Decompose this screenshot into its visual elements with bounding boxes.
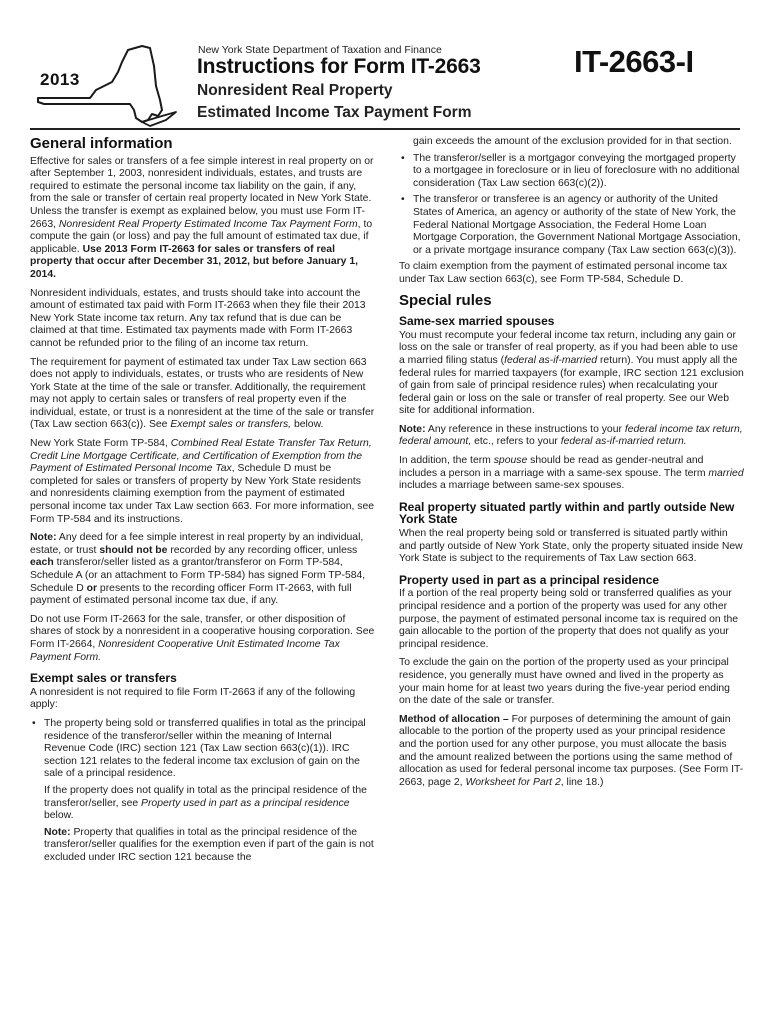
general-information-heading: General information bbox=[30, 135, 173, 152]
list-item bbox=[30, 718, 375, 781]
general-paragraph-2: Nonresident individuals, estates, and trusts should take into account the amount of estimated tax paid with Form IT-2663 when they file their 2013 New York State income tax return. Any tax refund that is due can be claimed at that time. Estimated tax payments made with Form IT-2663 cannot be refunded prior to the filing of an income tax return. bbox=[30, 287, 366, 349]
list-item-continuation: gain exceeds the amount of the exclusion provided for in that section. bbox=[413, 136, 732, 147]
exempt-sales-heading: Exempt sales or transfers bbox=[30, 671, 177, 686]
text: , line 18.) bbox=[560, 776, 604, 788]
bullet-icon: • bbox=[401, 194, 405, 206]
note-label: Note: bbox=[399, 423, 426, 435]
text: Any deed for a fee simple interest in real property by an individual, estate, or trust bbox=[30, 532, 364, 556]
bold-text: each bbox=[30, 557, 54, 569]
list-item bbox=[399, 153, 744, 191]
list-item-subparagraph bbox=[30, 785, 375, 823]
text: The requirement for payment of estimated tax under Tax Law section 663 does not apply to individuals, estates, or trusts who are residents of New York State at the time of the sale or transfer. Additionally, the requirement may not apply to certain sales or transfers of real property even if the individual, estate, or trust is a nonresident at the time of the sale or transfer (Tax Law section 663(c)). See bbox=[30, 356, 375, 431]
bullet-icon: • bbox=[32, 717, 36, 729]
department-name: New York State Department of Taxation and Finance bbox=[198, 44, 442, 56]
text: New York State Form TP-584, bbox=[30, 438, 168, 450]
same-sex-paragraph-1 bbox=[399, 330, 744, 418]
list-item-note bbox=[30, 827, 375, 865]
same-sex-spouses-heading: Same-sex married spouses bbox=[399, 314, 555, 329]
text: below. bbox=[44, 810, 74, 822]
text: includes a marriage between same-sex spouses. bbox=[399, 480, 625, 492]
section-ref: Exempt sales or transfers, bbox=[170, 419, 292, 431]
italic-term: spouse bbox=[493, 455, 528, 467]
general-paragraph-3 bbox=[30, 357, 375, 433]
principal-residence-heading: Property used in part as a principal residence bbox=[399, 572, 660, 587]
text: Property that qualifies in total as the principal residence of the transferor/seller qualifies for the exemption even if part of the gain is not excluded under IRC section 121 because the bbox=[44, 826, 374, 863]
exempt-intro: A nonresident is not required to file Form IT-2663 if any of the following apply: bbox=[30, 686, 356, 711]
italic-term: federal as-if-married return. bbox=[560, 436, 687, 448]
text: should be read as gender-neutral and includes a person in a marriage with a same-sex spouse. The term bbox=[399, 455, 706, 479]
text: below. bbox=[293, 419, 324, 431]
form-title-ref: Nonresident Cooperative Unit Estimated Income Tax Payment Form. bbox=[30, 638, 340, 663]
text: Any reference in these instructions to your bbox=[427, 423, 622, 435]
tax-year: 2013 bbox=[40, 70, 80, 89]
header-divider bbox=[30, 128, 740, 130]
note-label: Note: bbox=[30, 532, 57, 544]
text: return). You must apply all the federal rules for married taxpayers (for example, IRC section 121 exclusion of gain from sale of principal residence rules) when recalculating your federal gain or loss on the sale or transfer of real property. See our Web site for additional information. bbox=[399, 354, 744, 417]
italic-term: married bbox=[708, 467, 744, 479]
text: transferor/seller listed as a grantor/transferor on Form TP-584, Schedule A (or an attachment to Form TP-584) has signed Form TP-584, Schedule D bbox=[30, 557, 366, 594]
list-item-text: The transferor or transferee is an agency or authority of the United States of America, an agency or authority of the state of New York, the Federal National Mortgage Association, the Federal Home Loan Mortgage Corporation, the Government National Mortgage Association, or a private mortgage insurance company (Tax Law section 663(c)(3)). bbox=[413, 194, 741, 256]
bullet-icon: • bbox=[401, 152, 405, 164]
text: Effective for sales or transfers of a fee simple interest in real property on or after September 1, 2003, nonresident individuals, estates, and trusts are required to estimate the personal income tax liability on the gain, if any, from the sale or transfer of certain real property located in New York State. Unless the transfer is exempt as explained below, you must use Form IT-2663, bbox=[30, 155, 374, 230]
text: If the property does not qualify in total as the principal residence of the transferor/seller, see bbox=[44, 784, 367, 809]
text: , to compute the gain (or loss) and pay the full amount of estimated tax due, if applicable. bbox=[30, 218, 373, 255]
subtitle-line-2: Estimated Income Tax Payment Form bbox=[197, 104, 472, 121]
left-column bbox=[30, 136, 375, 868]
general-paragraph-5 bbox=[30, 614, 375, 664]
form-number: IT-2663-I bbox=[574, 44, 694, 79]
text: etc., refers to your bbox=[474, 436, 558, 448]
text: recorded by any recording officer, unless bbox=[170, 544, 358, 556]
recording-note bbox=[30, 532, 375, 608]
same-sex-note bbox=[399, 424, 744, 449]
real-property-partly-paragraph: When the real property being sold or transferred is situated partly within and partly outside of New York State, only the property situated inside New York State is subject to the requirements of Tax Law section 663. bbox=[399, 528, 743, 565]
text: presents to the recording officer Form IT-2663, with full payment of estimated personal income tax due, if any. bbox=[30, 582, 352, 607]
principal-residence-paragraph-2: To exclude the gain on the portion of the property used as your principal residence, you generally must have owned and lived in the property as your main home for at least two years during the five-year period ending on the date of the sale or transfer. bbox=[399, 657, 730, 707]
section-ref: Property used in part as a principal residence bbox=[141, 797, 350, 809]
same-sex-paragraph-2 bbox=[399, 455, 744, 493]
real-property-partly-heading: Real property situated partly within and partly outside New York State bbox=[399, 499, 735, 527]
list-item bbox=[399, 194, 744, 257]
page-title: Instructions for Form IT-2663 bbox=[197, 55, 481, 78]
text: You must recompute your federal income tax return, including any gain or loss on the sale or transfer of real property, as if you had been able to use a married filing status ( bbox=[399, 329, 738, 366]
right-column bbox=[399, 136, 744, 795]
claim-exemption-paragraph: To claim exemption from the payment of estimated personal income tax under Tax Law section 663(c), see Form TP-584, Schedule D. bbox=[399, 261, 728, 285]
principal-residence-paragraph-1: If a portion of the real property being sold or transferred qualifies as your principal residence and a portion of the property was used for any other purpose, the payment of estimated personal income tax is required on the gain allocable to the portion of the property that does not qualify as your principal residence. bbox=[399, 588, 739, 650]
form-title-ref: Combined Real Estate Transfer Tax Return, Credit Line Mortgage Certificate, and Certification of Exemption from the Payment of Estimated Personal Income Tax bbox=[30, 438, 372, 475]
form-header bbox=[0, 0, 770, 140]
method-label: Method of allocation – bbox=[399, 713, 509, 725]
bold-text: or bbox=[86, 582, 98, 594]
method-of-allocation-paragraph bbox=[399, 714, 744, 790]
list-item-text: The property being sold or transferred qualifies in total as the principal residence of the transferor/seller within the meaning of Internal Revenue Code (IRC) section 121 (Tax Law section 663(c)(1)). IRC section 121 relates to the federal income tax exclusion of gain on the sale of a principal residence. bbox=[44, 717, 366, 780]
text: In addition, the term bbox=[399, 455, 491, 467]
list-item-text: The transferor/seller is a mortgagor conveying the mortgaged property to a mortgagee in foreclosure or in lieu of foreclosure with no additional consideration (Tax Law section 663(c)(2)). bbox=[413, 152, 740, 189]
note-label: Note: bbox=[44, 826, 71, 838]
text: , Schedule D must be completed for sales or transfers of property by New York State residents and nonresidents claiming exemption from the payment of estimated personal income tax under Tax Law section 663. For more information, see Form TP-584 and its instructions. bbox=[30, 463, 375, 525]
subtitle-line-1: Nonresident Real Property bbox=[197, 82, 393, 99]
bold-text: should not be bbox=[99, 544, 168, 556]
general-paragraph-4 bbox=[30, 438, 375, 526]
italic-term: federal as-if-married bbox=[504, 354, 598, 366]
bold-instruction: Use 2013 Form IT-2663 for sales or transfers of real property that occur after December 31, 2012, but before January 1, 2014. bbox=[30, 243, 359, 280]
worksheet-ref: Worksheet for Part 2 bbox=[465, 776, 561, 788]
text: Do not use Form IT-2663 for the sale, transfer, or other disposition of shares of stock by a nonresident in a cooperative housing corporation. See Form IT-2664, bbox=[30, 613, 375, 650]
special-rules-heading: Special rules bbox=[399, 291, 492, 309]
form-title-ref: Nonresident Real Property Estimated Income Tax Payment Form bbox=[58, 218, 358, 230]
text: For purposes of determining the amount of gain allocable to the portion of the property used as your principal residence and the portion used for any other purpose, you must allocate the basis and the amount realized between the portions using the same method of allocation as used for federal personal income tax purposes. (See Form IT-2663, page 2, bbox=[399, 713, 744, 788]
general-paragraph-1 bbox=[30, 156, 375, 282]
italic-term: federal income tax return, federal amount, bbox=[399, 423, 743, 448]
